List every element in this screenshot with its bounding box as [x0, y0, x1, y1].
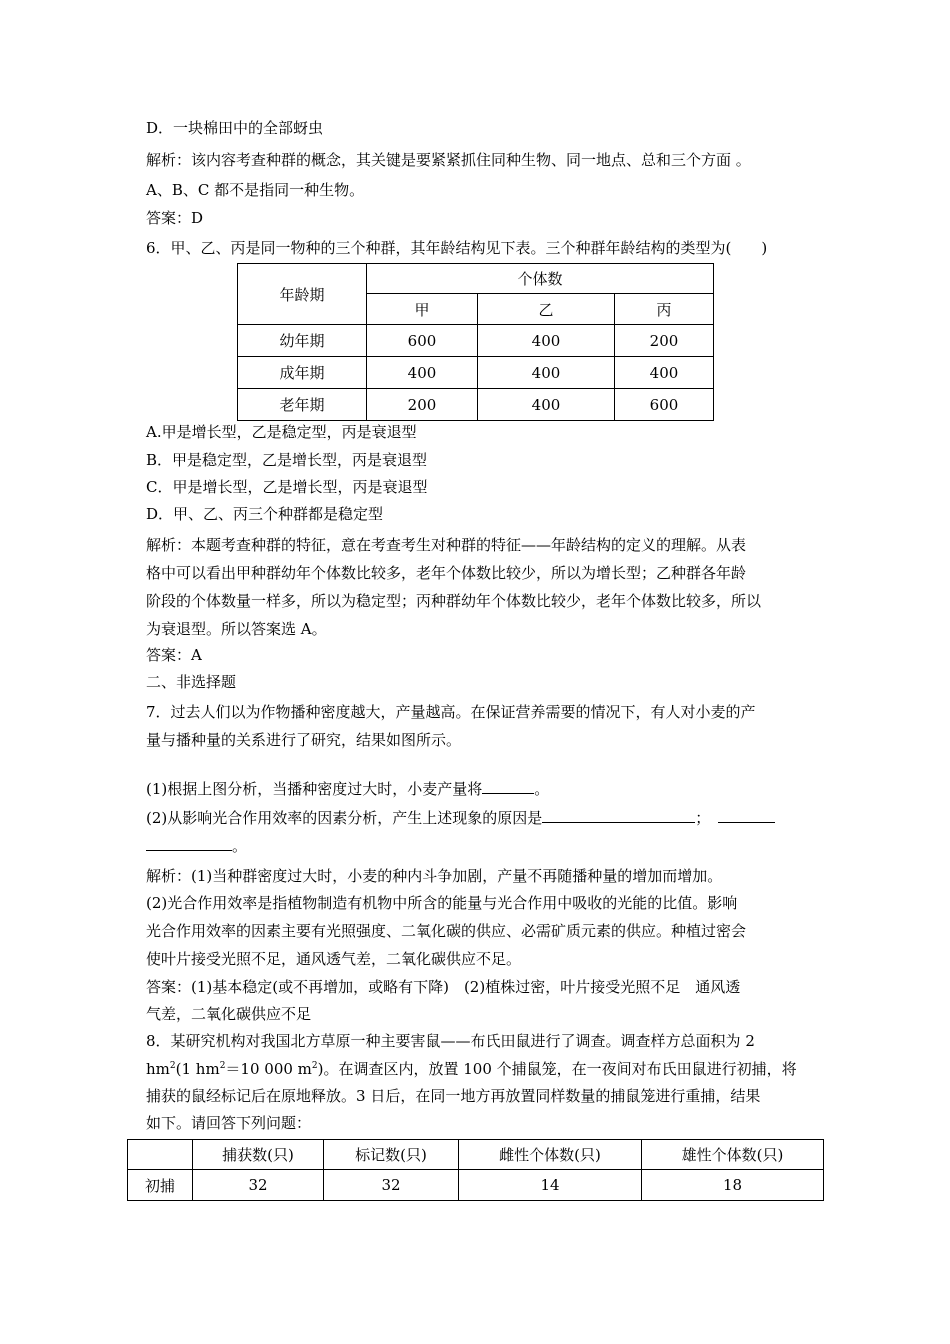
q7-sub1-blank[interactable] — [482, 779, 534, 794]
q6-header-count: 个体数 — [367, 264, 714, 294]
q6-row-label: 老年期 — [238, 389, 367, 421]
q6-row-label: 幼年期 — [238, 325, 367, 357]
q8-unit-hm: hm — [146, 1060, 170, 1078]
q6-header-age: 年龄期 — [238, 264, 367, 325]
q7-sub1-text: (1)根据上图分析，当播种密度过大时，小麦产量将 — [146, 780, 483, 798]
q6-row-label: 成年期 — [238, 357, 367, 389]
q6-analysis-line-3: 阶段的个体数量一样多，所以为稳定型；丙种群幼年个体数比较少，老年个体数比较多，所以 — [146, 592, 762, 610]
table-cell: 32 — [324, 1170, 459, 1201]
q7-stem-line-1: 7．过去人们以为作物播种密度越大，产量越高。在保证营养需要的情况下，有人对小麦的产 — [146, 703, 756, 721]
q7-analysis-line-1: 解析：(1)当种群密度过大时，小麦的种内斗争加剧，产量不再随播种量的增加而增加。 — [146, 867, 723, 885]
q7-analysis-line-3: 光合作用效率的因素主要有光照强度、二氧化碳的供应、必需矿质元素的供应。种植过密会 — [146, 922, 747, 940]
q7-sub-question-2-cont — [146, 836, 247, 856]
q8-superscript: 2 — [311, 1061, 318, 1071]
q7-sub-question-1 — [146, 779, 549, 799]
q8-superscript: 2 — [169, 1061, 176, 1071]
q7-sub2-blank-2b[interactable] — [146, 836, 232, 851]
table-row — [238, 357, 714, 389]
table-cell: 200 — [367, 389, 478, 421]
q6-analysis-line-2: 格中可以看出甲种群幼年个体数比较多，老年个体数比较少，所以为增长型；乙种群各年龄 — [146, 564, 747, 582]
q7-sub2-separator: ； — [695, 809, 703, 827]
table-cell: 400 — [478, 357, 615, 389]
q7-answer-line-1: 答案：(1)基本稳定(或不再增加，或略有下降) (2)植株过密，叶片接受光照不足 通风透 — [146, 978, 741, 996]
q6-analysis-line-4: 为衰退型。所以答案选 A。 — [146, 620, 327, 638]
q7-answer-line-2: 气差，二氧化碳供应不足 — [146, 1005, 312, 1023]
q8-header-captured: 捕获数(只) — [193, 1140, 324, 1170]
q7-analysis-line-4: 使叶片接受光照不足，通风透气差，二氧化碳供应不足。 — [146, 950, 522, 968]
q6-col-jia: 甲 — [367, 294, 478, 325]
table-row — [238, 389, 714, 421]
q8-stem-line-4: 如下。请回答下列问题： — [146, 1114, 312, 1132]
q7-sub2-text: (2)从影响光合作用效率的因素分析，产生上述现象的原因是 — [146, 809, 543, 827]
q7-sub2-blank-1[interactable] — [542, 808, 695, 823]
table-cell: 600 — [615, 389, 714, 421]
table-cell: 18 — [642, 1170, 824, 1201]
table-cell: 200 — [615, 325, 714, 357]
q7-sub1-end: 。 — [534, 780, 550, 798]
q8-header-blank — [128, 1140, 193, 1170]
q6-age-structure-table — [237, 263, 714, 421]
q8-unit-eq: ＝10 000 m — [225, 1060, 312, 1078]
table-cell: 32 — [193, 1170, 324, 1201]
table-cell: 400 — [615, 357, 714, 389]
table-cell: 400 — [478, 325, 615, 357]
q8-stem-line-2 — [146, 1059, 797, 1079]
q6-analysis-line-1: 解析：本题考查种群的特征，意在考查考生对种群的特征——年龄结构的定义的理解。从表 — [146, 536, 747, 554]
q7-sub2-end: 。 — [232, 837, 248, 855]
q7-analysis-line-2: (2)光合作用效率是指植物制造有机物中所含的能量与光合作用中吸收的光能的比值。影响 — [146, 894, 738, 912]
q6-answer: 答案：A — [146, 646, 202, 664]
q8-stem-line-1: 8．某研究机构对我国北方草原一种主要害鼠——布氏田鼠进行了调查。调查样方总面积为 2 — [146, 1032, 755, 1050]
table-row — [238, 325, 714, 357]
q5-analysis-line-2: A、B、C 都不是指同一种生物。 — [146, 181, 365, 199]
q5-analysis-line-1: 解析：该内容考查种群的概念，其关键是要紧紧抓住同种生物、同一地点、总和三个方面 。 — [146, 151, 751, 169]
table-row — [128, 1170, 824, 1201]
section-heading: 二、非选择题 — [146, 673, 237, 691]
q6-option-b: B．甲是稳定型，乙是增长型，丙是衰退型 — [146, 451, 428, 469]
q6-col-bing: 丙 — [615, 294, 714, 325]
q7-sub-question-2 — [146, 808, 775, 828]
q8-header-marked: 标记数(只) — [324, 1140, 459, 1170]
table-cell: 600 — [367, 325, 478, 357]
q7-stem-line-2: 量与播种量的关系进行了研究，结果如图所示。 — [146, 731, 462, 749]
q8-header-male: 雄性个体数(只) — [642, 1140, 824, 1170]
q8-superscript: 2 — [219, 1061, 226, 1071]
q8-stem-line-3: 捕获的鼠经标记后在原地释放。3 日后，在同一地方再放置同样数量的捕鼠笼进行重捕，结果 — [146, 1087, 761, 1105]
q6-option-c: C．甲是增长型，乙是增长型，丙是衰退型 — [146, 478, 428, 496]
q6-option-a: A.甲是增长型，乙是稳定型，丙是衰退型 — [146, 423, 417, 441]
q5-answer: 答案：D — [146, 209, 204, 227]
q8-stem-rest: )。在调查区内，放置 100 个捕鼠笼，在一夜间对布氏田鼠进行初捕，将 — [317, 1060, 797, 1078]
table-cell: 400 — [478, 389, 615, 421]
q8-row-label: 初捕 — [128, 1170, 193, 1201]
q6-col-yi: 乙 — [478, 294, 615, 325]
table-cell: 14 — [459, 1170, 642, 1201]
q8-unit-def: (1 hm — [175, 1060, 220, 1078]
q6-option-d: D．甲、乙、丙三个种群都是稳定型 — [146, 505, 384, 523]
q5-option-d: D．一块棉田中的全部蚜虫 — [146, 119, 324, 137]
q7-sub2-blank-2a[interactable] — [718, 808, 775, 823]
q6-stem: 6．甲、乙、丙是同一物种的三个种群，其年龄结构见下表。三个种群年龄结构的类型为( ) — [146, 239, 768, 257]
table-cell: 400 — [367, 357, 478, 389]
q8-header-female: 雌性个体数(只) — [459, 1140, 642, 1170]
q8-capture-table — [127, 1139, 824, 1201]
